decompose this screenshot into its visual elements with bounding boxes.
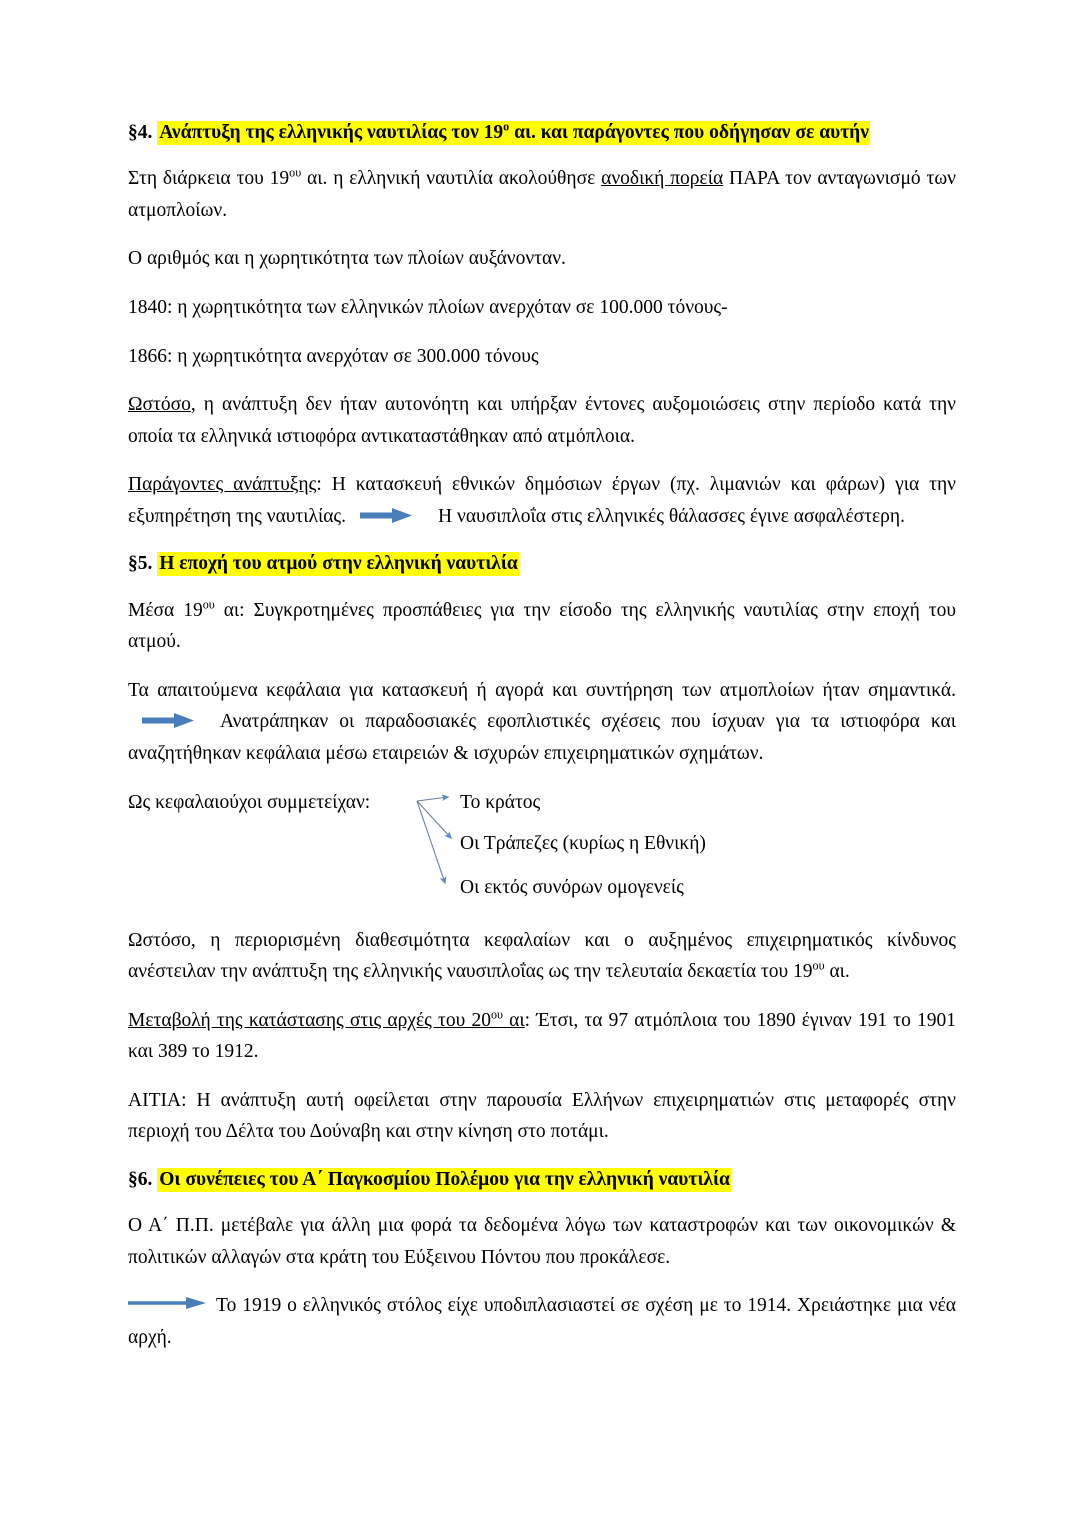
s4-paragraph-4: 1866: η χωρητικότητα ανερχόταν σε 300.000 τόνους [128, 345, 539, 367]
section-title-4-superscript: ο [503, 119, 510, 134]
s4-p6-middle: : Η κατασκευή εθνικών δημόσιων έργων (πχ. λιμανιών και φάρων) για την εξυπηρέτηση της ναυτιλίας. [128, 474, 956, 527]
section-title-5-text: Η εποχή του ατμού στην ελληνική ναυτιλία [159, 553, 518, 575]
right-arrow-icon [360, 508, 412, 523]
section-title-4-rest: αι. και παράγοντες που οδήγησαν σε αυτήν [509, 122, 869, 143]
section-number-4: §4. [128, 122, 153, 143]
section-heading-6 [128, 1165, 956, 1194]
s5-p1-superscript: ου [202, 597, 215, 612]
s4-p1-part-c: ΠΑΡΑ τον ανταγωνισμό των ατμοπλοίων. [128, 168, 956, 221]
s6-paragraph-1: Ο Α΄ Π.Π. μετέβαλε για άλλη μια φορά τα δεδομένα λόγω των καταστροφών και των οικονομικών & πολιτικών αλλαγών στα κράτη του Εύξεινου Πόντου που προκάλεσε. [128, 1215, 956, 1268]
s5-paragraph-2 [128, 675, 956, 770]
s4-p6-after-arrow: Η ναυσιπλοΐα στις ελληνικές θάλασσες έγινε ασφαλέστερη. [438, 505, 905, 527]
s4-paragraph-3: 1840: η χωρητικότητα των ελληνικών πλοίων ανερχόταν σε 100.000 τόνους- [128, 296, 728, 318]
long-right-arrow-icon [128, 1296, 206, 1310]
capital-holder-item-2: Οι Τράπεζες (κυρίως η Εθνική) [460, 832, 706, 854]
s4-p5-rest: , η ανάπτυξη δεν ήταν αυτονόητη και υπήρξαν έντονες αυξομοιώσεις στην περίοδο κατά την οποία τα ελληνικά ιστιοφόρα αντικαταστάθηκαν από ατμόπλοια. [128, 394, 956, 447]
capital-holder-item-3: Οι εκτός συνόρων ομογενείς [460, 876, 684, 898]
s5-paragraph-5: ΑΙΤΙΑ: Η ανάπτυξη αυτή οφείλεται στην παρουσία Ελλήνων επιχειρηματιών στις μεταφορές στην περιοχή του Δέλτα του Δούναβη και στην κίνηση στο ποτάμι. [128, 1089, 956, 1143]
s4-p1-part-b: αι. η ελληνική ναυτιλία ακολούθησε [301, 168, 602, 190]
s5-paragraph-3 [128, 925, 956, 988]
s4-p1-superscript: ου [289, 165, 302, 180]
s5-p2-before-arrow: Τα απαιτούμενα κεφάλαια για κατασκευή ή αγορά και συντήρηση των ατμοπλοίων ήταν σημαντικά. [128, 679, 956, 701]
s4-p1-underlined: ανοδική πορεία [601, 168, 724, 190]
s5-p3-superscript: ου [812, 958, 825, 973]
section-title-4-text: Ανάπτυξη της ελληνικής ναυτιλίας τον 19 [159, 122, 504, 143]
s5-p2-after-arrow: Ανατράπηκαν οι παραδοσιακές εφοπλιστικές σχέσεις που ίσχυαν για τα ιστιοφόρα και αναζητήθηκαν κεφάλαια μέσω εταιρειών & ισχυρών επιχειρηματικών σχημάτων. [128, 711, 956, 765]
s4-p5-underlined: Ωστόσο [128, 394, 191, 416]
s5-p1-part-a: Μέσα 19 [128, 599, 203, 621]
section-number-6: §6. [128, 1169, 153, 1191]
s5-p4-underlined-b: αι [503, 1009, 525, 1031]
s4-paragraph-1 [128, 163, 956, 226]
s5-p4-underlined [128, 1007, 525, 1031]
s5-p3-part-a: Ωστόσο, η περιορισμένη διαθεσιμότητα κεφαλαίων και ο αυξημένος επιχειρηματικός κίνδυνος ανέστειλαν την ανάπτυξη της ελληνικής ναυσιπλοΐας ως την τελευταία δεκαετία του 19 [128, 929, 956, 983]
section-number-5: §5. [128, 553, 153, 575]
s4-paragraph-2: Ο αριθμός και η χωρητικότητα των πλοίων αυξάνονταν. [128, 248, 566, 270]
capital-holders-diagram [128, 787, 956, 905]
capital-holders-lead: Ως κεφαλαιούχοι συμμετείχαν: [128, 791, 371, 813]
capital-holder-item-1: Το κράτος [460, 791, 541, 813]
section-title-6-highlight [157, 1168, 731, 1192]
section-heading-4 [128, 118, 956, 147]
s5-p4-rest: : Έτσι, τα 97 ατμόπλοια του 1890 έγιναν 191 το 1901 και 389 το 1912. [128, 1009, 956, 1063]
s6-paragraph-2 [128, 1290, 956, 1353]
document-content [128, 118, 956, 1371]
section-title-5-highlight [157, 552, 519, 576]
s4-p1-part-a: Στη διάρκεια του 19 [128, 168, 290, 190]
s4-p6-underlined: Παράγοντες ανάπτυξης [128, 474, 317, 496]
s5-paragraph-4 [128, 1005, 956, 1068]
section-heading-5 [128, 549, 956, 578]
section-title-4-highlight [157, 121, 870, 145]
s5-p1-part-b: αι: Συγκροτημένες προσπάθειες για την είσοδο της ελληνικής ναυτιλίας στην εποχή του ατμού. [128, 599, 956, 653]
s4-paragraph-5 [128, 389, 956, 452]
s5-paragraph-1 [128, 595, 956, 658]
section-title-6-text: Οι συνέπειες του Α΄ Παγκοσμίου Πολέμου για την ελληνική ναυτιλία [159, 1169, 730, 1191]
s6-p2-after-arrow: Το 1919 ο ελληνικός στόλος είχε υποδιπλασιαστεί σε σχέση με το 1914. Χρειάστηκε μια νέα αρχή. [128, 1295, 956, 1349]
s5-p3-part-b: αι. [824, 961, 850, 983]
s4-paragraph-6 [128, 469, 956, 532]
right-arrow-icon [142, 713, 194, 728]
s5-p4-superscript: ου [490, 1007, 503, 1022]
s5-p4-underlined-a: Μεταβολή της κατάστασης στις αρχές του 20 [128, 1009, 491, 1031]
